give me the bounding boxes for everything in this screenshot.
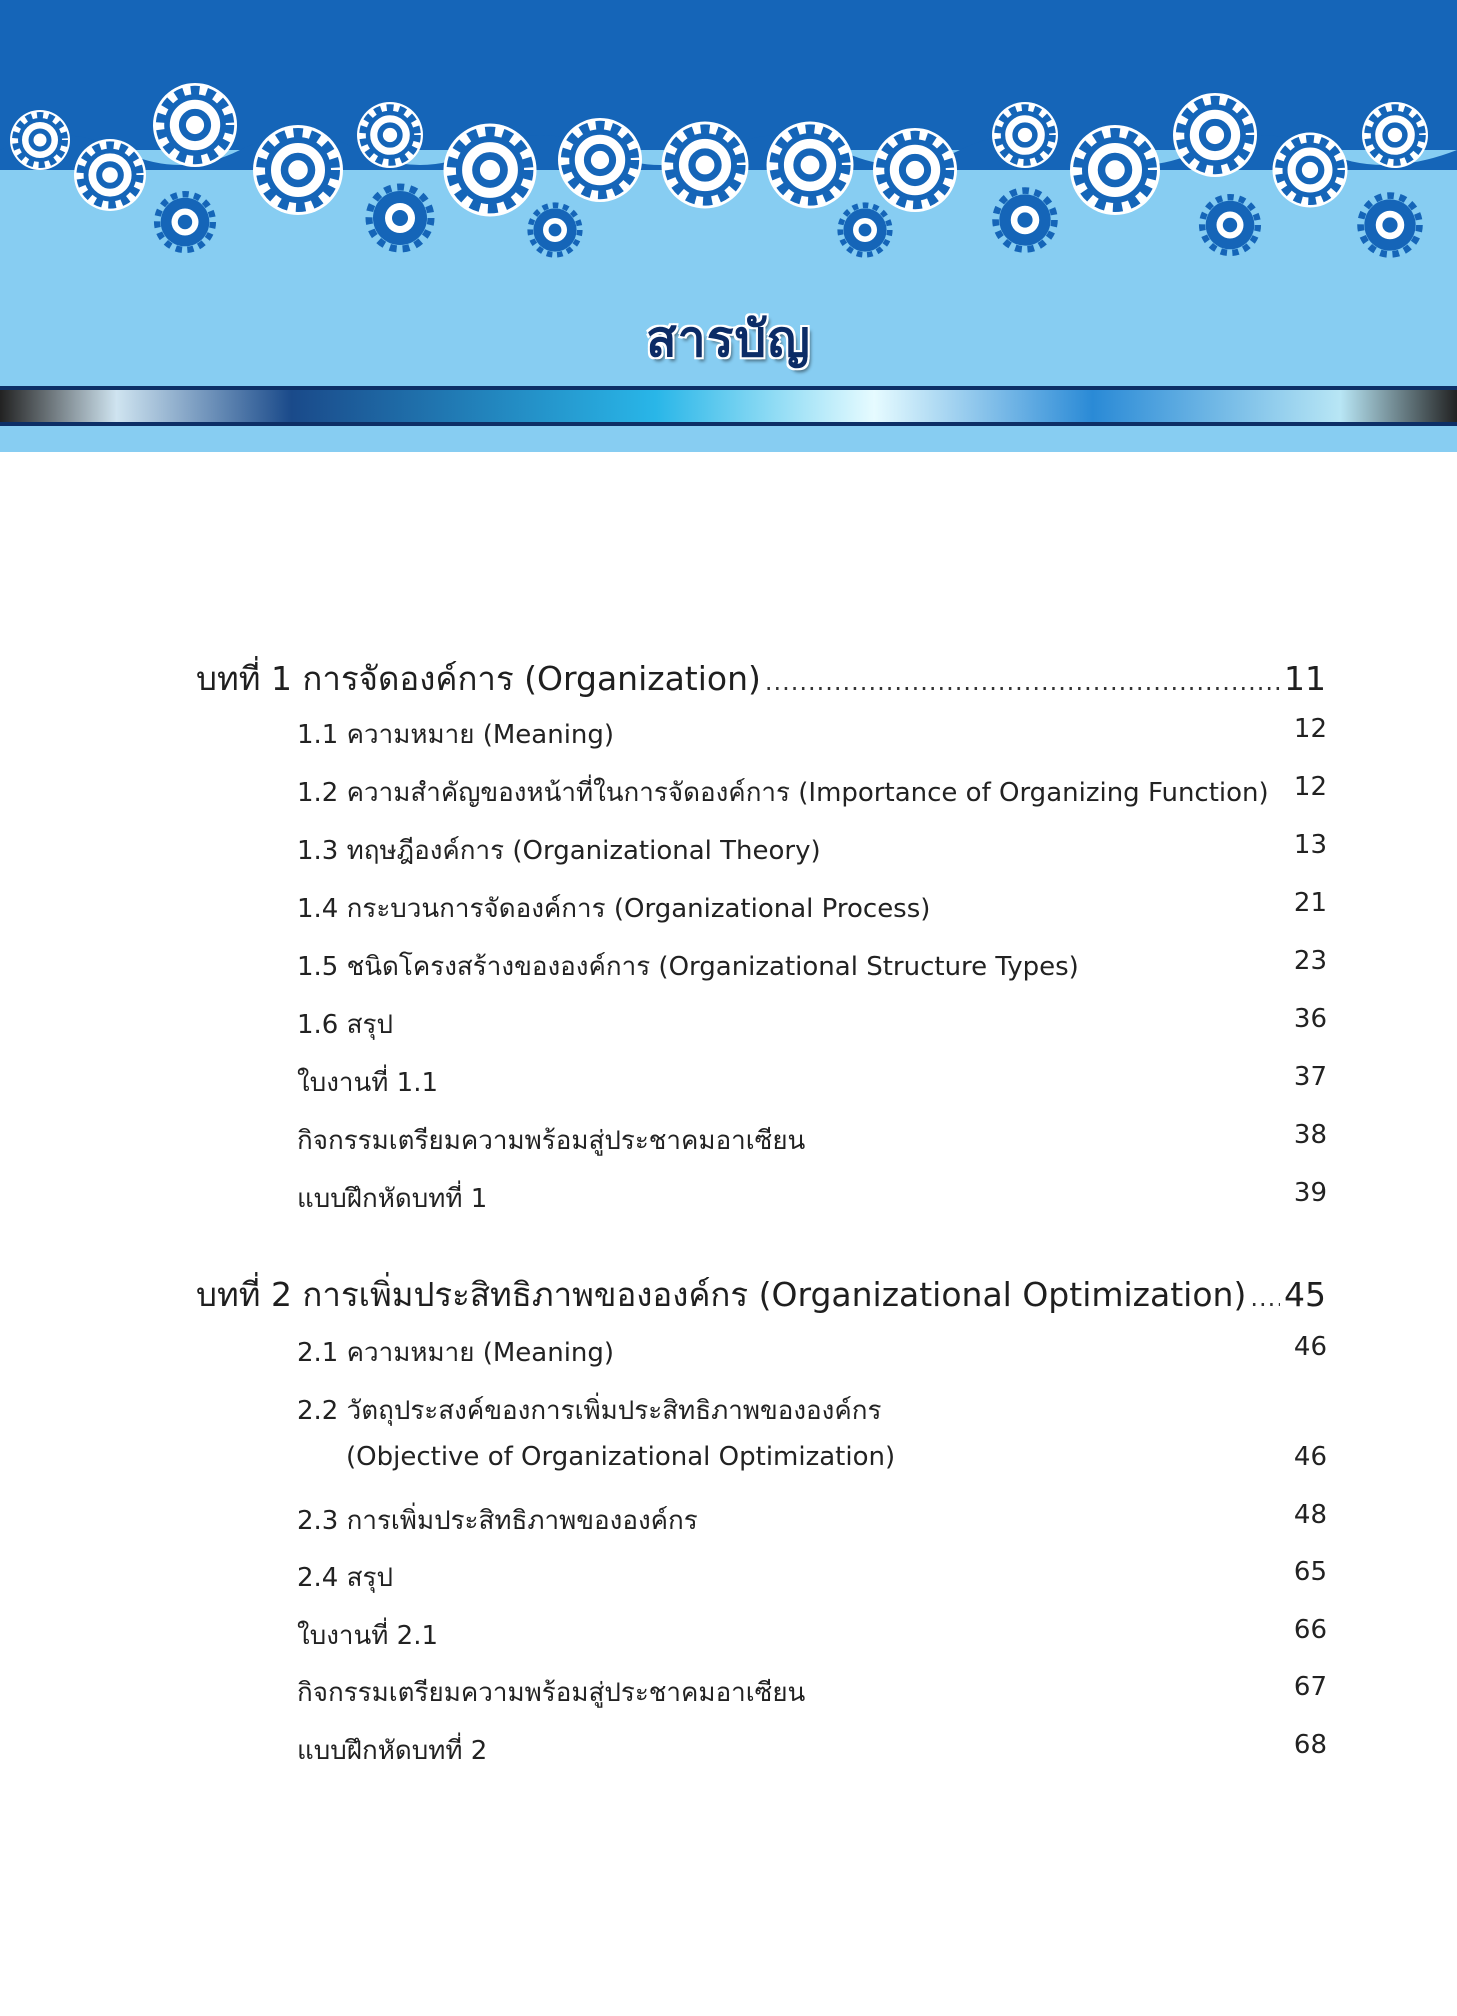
entry-text: 1.4 กระบวนการจัดองค์การ (Organizational Process)	[297, 894, 931, 924]
entry-page: 37	[1293, 1062, 1327, 1092]
chapter-title: บทที่ 1 การจัดองค์การ (Organization)	[196, 659, 761, 698]
page-title: สารบัญ	[646, 310, 811, 368]
entry-page: 13	[1293, 830, 1327, 860]
chapter-heading	[196, 652, 1326, 705]
chapter-page: 11	[1284, 659, 1326, 698]
entry-text: แบบฝึกหัดบทที่ 1	[297, 1184, 488, 1214]
entry-page: 21	[1293, 888, 1327, 918]
entry-text: ใบงานที่ 2.1	[297, 1620, 439, 1651]
entry-text: 1.3 ทฤษฎีองค์การ (Organizational Theory)	[297, 836, 821, 866]
entry-text: 2.3 การเพิ่มประสิทธิภาพขององค์กร	[297, 1505, 698, 1536]
entry-text: กิจกรรมเตรียมความพร้อมสู่ประชาคมอาเซียน	[297, 1678, 806, 1708]
entry-page: 38	[1293, 1120, 1327, 1150]
entry-text: กิจกรรมเตรียมความพร้อมสู่ประชาคมอาเซียน	[297, 1126, 806, 1156]
entry-page: 12	[1293, 772, 1327, 802]
entry-page: 65	[1293, 1557, 1327, 1587]
entry-page: 46	[1293, 1332, 1327, 1362]
entry-text: ใบงานที่ 1.1	[297, 1068, 439, 1098]
entry-page: 23	[1293, 946, 1327, 976]
chapter-heading	[196, 1268, 1326, 1321]
entry-page: 68	[1293, 1729, 1327, 1760]
entry-page: 39	[1293, 1178, 1327, 1208]
entry-text: 1.6 สรุป	[297, 1010, 393, 1040]
entry-page: 46	[1293, 1442, 1327, 1472]
entry-text: 2.4 สรุป	[297, 1563, 393, 1593]
entry-text: แบบฝึกหัดบทที่ 2	[297, 1735, 488, 1766]
entry-page: 67	[1293, 1672, 1327, 1702]
header-banner	[0, 0, 1457, 452]
entry-text: (Objective of Organizational Optimization)	[346, 1442, 896, 1472]
entry-page: 12	[1293, 714, 1327, 744]
entry-page: 66	[1293, 1614, 1327, 1645]
entry-text: 1.5 ชนิดโครงสร้างขององค์การ (Organizational Structure Types)	[297, 952, 1079, 982]
entry-text: 2.1 ความหมาย (Meaning)	[297, 1338, 615, 1368]
dot-leader	[765, 668, 1280, 696]
entry-text: 2.2 วัตถุประสงค์ของการเพิ่มประสิทธิภาพขององค์กร	[297, 1395, 882, 1426]
dot-leader	[1250, 1284, 1280, 1312]
entry-page: 36	[1293, 1004, 1327, 1034]
chapter-page: 45	[1284, 1275, 1326, 1314]
gear-banner	[0, 0, 1457, 452]
chapter-title: บทที่ 2 การเพิ่มประสิทธิภาพขององค์กร (Organizational Optimization)	[196, 1275, 1247, 1314]
entry-page: 48	[1293, 1499, 1327, 1530]
entry-text: 1.1 ความหมาย (Meaning)	[297, 720, 615, 750]
entry-text: 1.2 ความสำคัญของหน้าที่ในการจัดองค์การ (Importance of Organizing Function)	[297, 778, 1269, 808]
